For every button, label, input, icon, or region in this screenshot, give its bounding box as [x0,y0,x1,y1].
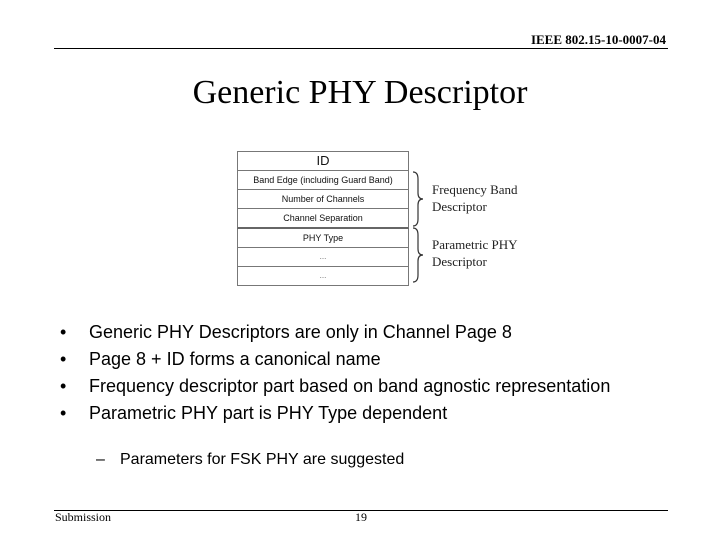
field-ellipsis-1: ... [237,248,409,267]
field-band-edge: Band Edge (including Guard Band) [237,171,409,190]
header-doc-id: IEEE 802.15-10-0007-04 [530,32,666,47]
frequency-band-label-line2: Descriptor [432,199,487,214]
sub-bullet-text: Parameters for FSK PHY are suggested [120,451,405,468]
parametric-phy-brace [412,227,424,283]
slide-title: Generic PHY Descriptor [192,74,528,111]
footer-page-number: 19 [355,510,367,524]
footer-submission: Submission [55,510,112,524]
field-channel-separation: Channel Separation [237,209,409,229]
frequency-band-brace [412,171,424,227]
field-number-of-channels: Number of Channels [237,190,409,209]
bullet-item: • Parametric PHY part is PHY Type dependent [60,403,620,423]
field-ellipsis-2: ... [237,267,409,286]
sub-bullet [96,451,404,469]
bullet-item: • Frequency descriptor part based on band agnostic representation [60,376,620,396]
bullet-list [60,322,620,430]
descriptor-diagram [237,151,409,286]
parametric-phy-label-line2: Descriptor [432,254,487,269]
header-rule [54,48,668,49]
frequency-band-label-line1: Frequency Band [432,182,518,197]
parametric-phy-label [432,236,518,270]
bullet-item: • Page 8 + ID forms a canonical name [60,349,620,369]
bullet-item: • Generic PHY Descriptors are only in Channel Page 8 [60,322,620,342]
field-id: ID [237,151,409,171]
field-phy-type: PHY Type [237,229,409,248]
parametric-phy-label-line1: Parametric PHY [432,237,518,252]
sub-bullet-dash: – [96,451,105,468]
frequency-band-label [432,181,518,215]
